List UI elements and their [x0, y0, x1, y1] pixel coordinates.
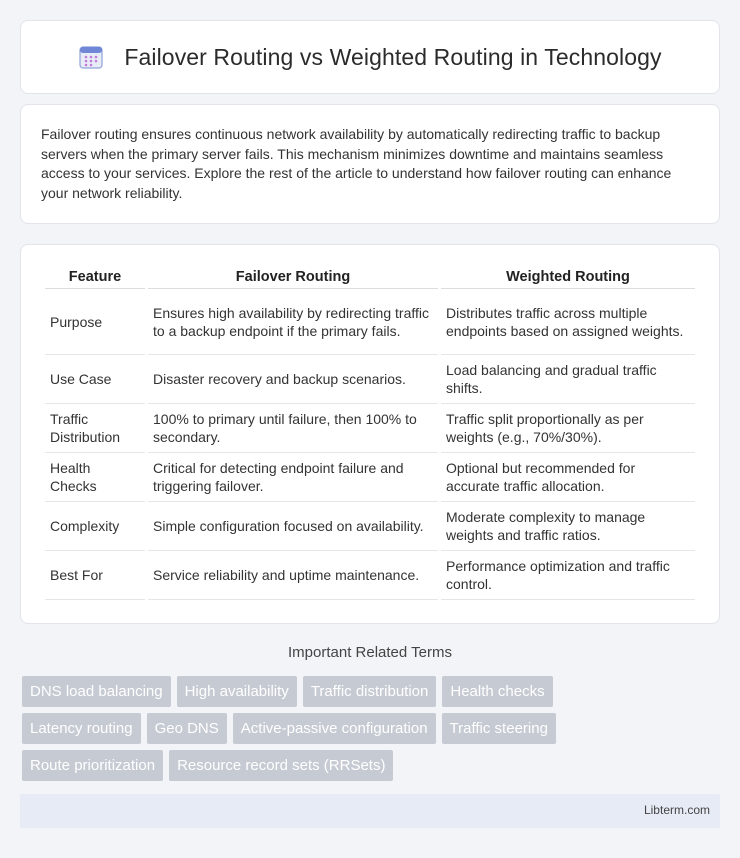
tag-traffic-distribution[interactable]: Traffic distribution — [303, 676, 437, 707]
table-cell: Health Checks — [45, 453, 145, 502]
table-cell: Ensures high availability by redirecting traffic to a backup endpoint if the primary fails. — [148, 289, 438, 355]
tag-resource-record-sets[interactable]: Resource record sets (RRSets) — [169, 750, 393, 781]
table-cell: 100% to primary until failure, then 100% to secondary. — [148, 404, 438, 453]
tag-active-passive-configuration[interactable]: Active-passive configuration — [233, 713, 436, 744]
related-terms-title: Important Related Terms — [288, 644, 452, 661]
table-cell: Use Case — [45, 355, 145, 404]
table-cell: Performance optimization and traffic control. — [441, 551, 695, 600]
tag-traffic-steering[interactable]: Traffic steering — [442, 713, 556, 744]
calendar-icon — [78, 44, 104, 70]
intro-text: Failover routing ensures continuous network availability by automatically redirecting traffic to backup servers when the primary server fails. This mechanism minimizes downtime and maintains seamless access to your services. Explore the rest of the article to understand how failover routing can enhance your network reliability. — [41, 126, 672, 201]
comparison-card — [20, 244, 720, 624]
header-feature: Feature — [45, 263, 145, 289]
table-cell: Complexity — [45, 502, 145, 551]
header-weighted: Weighted Routing — [441, 263, 695, 289]
table-cell: Traffic Distribution — [45, 404, 145, 453]
table-cell: Service reliability and uptime maintenance. — [148, 551, 438, 600]
table-cell: Moderate complexity to manage weights and traffic ratios. — [441, 502, 695, 551]
tag-high-availability[interactable]: High availability — [177, 676, 297, 707]
table-cell: Distributes traffic across multiple endpoints based on assigned weights. — [441, 289, 695, 355]
table-cell: Simple configuration focused on availability. — [148, 502, 438, 551]
related-terms — [22, 676, 722, 787]
footer — [20, 794, 720, 828]
table-row — [45, 355, 695, 404]
table-cell: Best For — [45, 551, 145, 600]
tag-route-prioritization[interactable]: Route prioritization — [22, 750, 163, 781]
table-cell: Disaster recovery and backup scenarios. — [148, 355, 438, 404]
table-row — [45, 404, 695, 453]
table-cell: Critical for detecting endpoint failure and triggering failover. — [148, 453, 438, 502]
table-row — [45, 502, 695, 551]
table-cell: Load balancing and gradual traffic shifts. — [441, 355, 695, 404]
tag-geo-dns[interactable]: Geo DNS — [147, 713, 227, 744]
table-cell: Purpose — [45, 289, 145, 355]
footer-brand[interactable]: Libterm.com — [643, 803, 710, 817]
table-cell: Traffic split proportionally as per weights (e.g., 70%/30%). — [441, 404, 695, 453]
tag-dns-load-balancing[interactable]: DNS load balancing — [22, 676, 171, 707]
tag-health-checks[interactable]: Health checks — [442, 676, 552, 707]
table-cell: Optional but recommended for accurate traffic allocation. — [441, 453, 695, 502]
tag-latency-routing[interactable]: Latency routing — [22, 713, 141, 744]
table-row — [45, 453, 695, 502]
table-row — [45, 551, 695, 600]
table-row — [45, 289, 695, 355]
intro-card — [20, 104, 720, 224]
header-failover: Failover Routing — [148, 263, 438, 289]
title-card — [20, 20, 720, 94]
page-title: Failover Routing vs Weighted Routing in Technology — [124, 43, 662, 70]
comparison-table — [42, 263, 698, 600]
